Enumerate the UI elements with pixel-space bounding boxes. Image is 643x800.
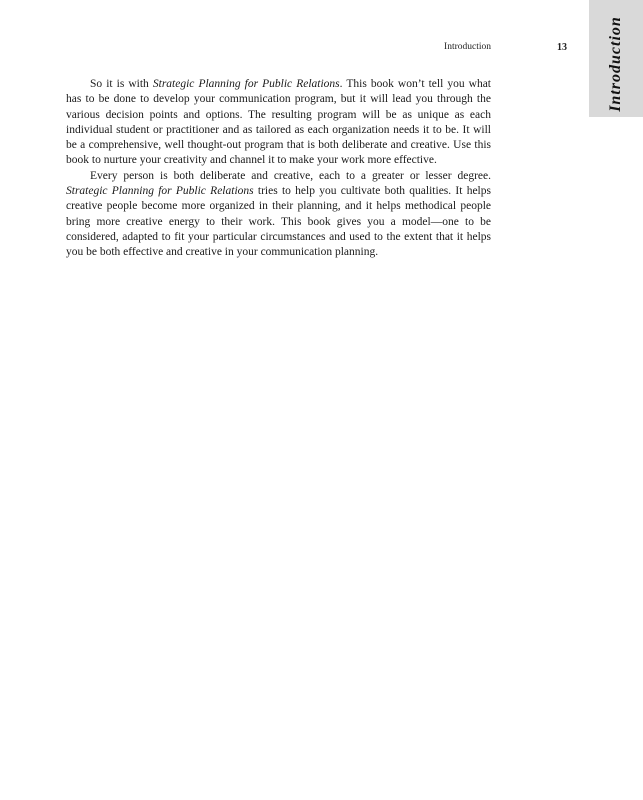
- chapter-side-tab-label: Introduction: [607, 16, 624, 112]
- book-title-italic: Strategic Planning for Public Relations: [66, 185, 254, 198]
- paragraph-2-body: tries to help you cultivate both qualities. It helps creative people become more organized in their planning, and it helps methodical people bring more creative energy to their work. This book gives you a model—one to be considered, adapted to fit your particular circumstances and used to the extent that it helps you be both effective and creative in your communication planning.: [66, 185, 491, 259]
- running-head: [300, 42, 567, 56]
- running-head-title: Introduction: [444, 42, 491, 52]
- paragraph-2-lead: Every person is both deliberate and creative, each to a greater or lesser degree.: [90, 169, 491, 182]
- body-text: [66, 77, 491, 261]
- paragraph-1: [66, 77, 491, 169]
- page-number: 13: [557, 42, 567, 53]
- paragraph-2: [66, 169, 491, 261]
- paragraph-1-body: . This book won’t tell you what has to be done to develop your communication program, but it will lead you through the various decision points and options. The resulting program will be as unique as each individual student or practitioner and as tailored as each organization needs it to be. It will be a comprehensive, well thought-out program that is both deliberate and creative. Use this book to nurture your creativity and channel it to make your work more effective.: [66, 78, 491, 167]
- book-title-italic: Strategic Planning for Public Relations: [152, 78, 340, 90]
- paragraph-1-lead: So it is with: [90, 78, 153, 90]
